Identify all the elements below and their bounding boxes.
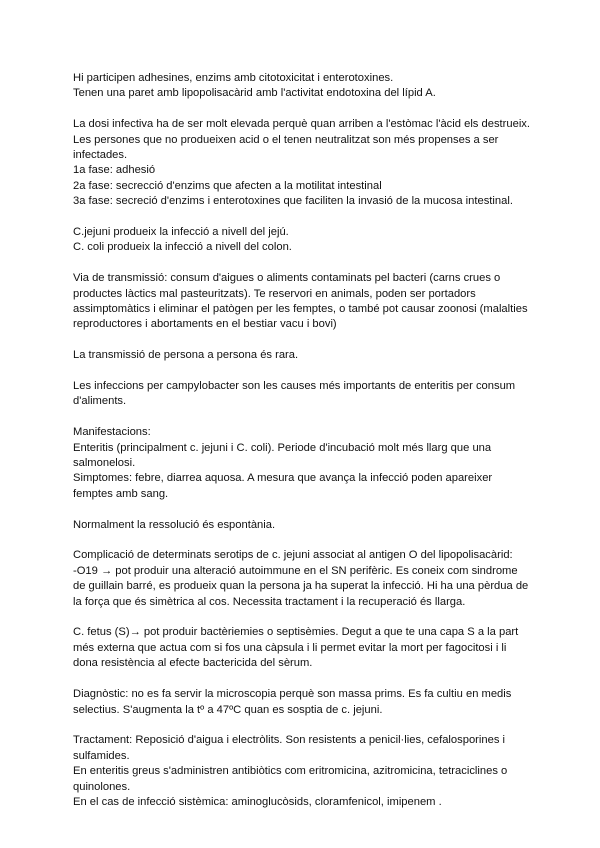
text-line: C. coli produeix la infecció a nivell del colon.: [73, 241, 292, 254]
text-line: salmonelosi.: [73, 457, 136, 470]
text-line: Via de transmissió: consum d'aigues o aliments contaminats pel bacteri (carns crues o: [73, 272, 501, 285]
text-line: Simptomes: febre, diarrea aquosa. A mesura que avança la infecció poden apareixer: [73, 472, 493, 485]
text-line: més externa que actua com si fos una càpsula i li permet evitar la mort per fagocitosi i li: [73, 641, 507, 654]
paragraph: [73, 625, 538, 671]
text-line: infectades.: [73, 149, 128, 162]
text-line: Hi participen adhesines, enzims amb citotoxicitat i enterotoxines.: [73, 72, 394, 84]
text-line: Complicació de determinats serotips de c. jejuni associat al antigen O del lipopolisacàrid:: [73, 549, 513, 562]
text-line: sulfamides.: [73, 749, 130, 762]
text-line: C. fetus (S)→ pot produir bactèriemies o septisèmies. Degut a que te una capa S a la part: [73, 626, 519, 639]
text-line: Diagnòstic: no es fa servir la microscopia perquè son massa prims. Es fa cultiu en medis: [73, 688, 512, 701]
text-line: la força que és simètrica al cos. Necessita tractament i la recuperació és llarga.: [73, 595, 466, 608]
paragraph: [73, 225, 538, 256]
paragraph: [73, 348, 538, 363]
text-line: Enteritis (principalment c. jejuni i C. coli). Periode d'incubació molt més llarg que una: [73, 441, 492, 454]
text-line: La dosi infectiva ha de ser molt elevada perquè quan arriben a l'estòmac l'àcid els destrueix.: [73, 118, 531, 131]
paragraph: [73, 379, 538, 410]
text-line: C.jejuni produeix la infecció a nivell del jejú.: [73, 226, 289, 239]
text-line: productes làctics mal pasteuritzats). Te reservori en animals, poden ser portadors: [73, 287, 476, 300]
text-line: selectius. S'augmenta la tº a 47ºC quan es sosptia de c. jejuni.: [73, 703, 383, 716]
paragraph: [73, 548, 538, 610]
text-line: assimptomàtics i eliminar el patògen per les femptes, o també pot causar zoonosi (malalties: [73, 303, 528, 316]
text-line: 2a fase: secrecció d'enzims que afecten a la motilitat intestinal: [73, 179, 382, 192]
text-line: reproductores i abortaments en el bestiar vacu i bovi): [73, 318, 337, 331]
text-line: Tractament: Reposició d'aigua i electròlits. Son resistents a penicil·lies, cefalosporines i: [73, 734, 506, 747]
text-line: femptes amb sang.: [73, 487, 169, 500]
paragraph: [73, 425, 538, 502]
text-line: La transmissió de persona a persona és rara.: [73, 349, 299, 362]
text-line: 1a fase: adhesió: [73, 164, 156, 177]
text-line: Manifestacions:: [73, 426, 151, 439]
paragraph: [73, 71, 538, 102]
text-line: d'aliments.: [73, 395, 127, 408]
paragraph: [73, 687, 538, 718]
paragraph: [73, 117, 538, 209]
document-body: [73, 71, 538, 826]
paragraph: [73, 733, 538, 810]
text-line: dona resistència al efecte bactericida del sèrum.: [73, 657, 313, 670]
text-line: -O19 → pot produir una alteració autoimmune en el SN perifèric. Es coneix com sindrome: [73, 564, 518, 577]
text-line: En enteritis greus s'administren antibiòtics com eritromicina, azitromicina, tetraciclines o: [73, 765, 508, 778]
text-line: 3a fase: secreció d'enzims i enterotoxines que faciliten la invasió de la mucosa intestinal.: [73, 195, 513, 208]
text-line: Les infeccions per campylobacter son les causes més importants de enteritis per consum: [73, 380, 516, 393]
text-line: Normalment la ressolució és espontània.: [73, 518, 276, 531]
text-line: Les persones que no produeixen acid o el tenen neutralitzat son més propenses a ser: [73, 133, 499, 146]
text-line: de guillain barré, es produeix quan la persona ja ha superat la infecció. Hi ha una pèrdua de: [73, 580, 529, 593]
text-line: quinolones.: [73, 780, 131, 793]
text-line: Tenen una paret amb lipopolisacàrid amb l'activitat endotoxina del lípid A.: [73, 87, 436, 100]
paragraph: [73, 271, 538, 333]
paragraph: [73, 518, 538, 533]
text-line: En el cas de infecció sistèmica: aminoglucòsids, cloramfenicol, imipenem .: [73, 795, 442, 808]
